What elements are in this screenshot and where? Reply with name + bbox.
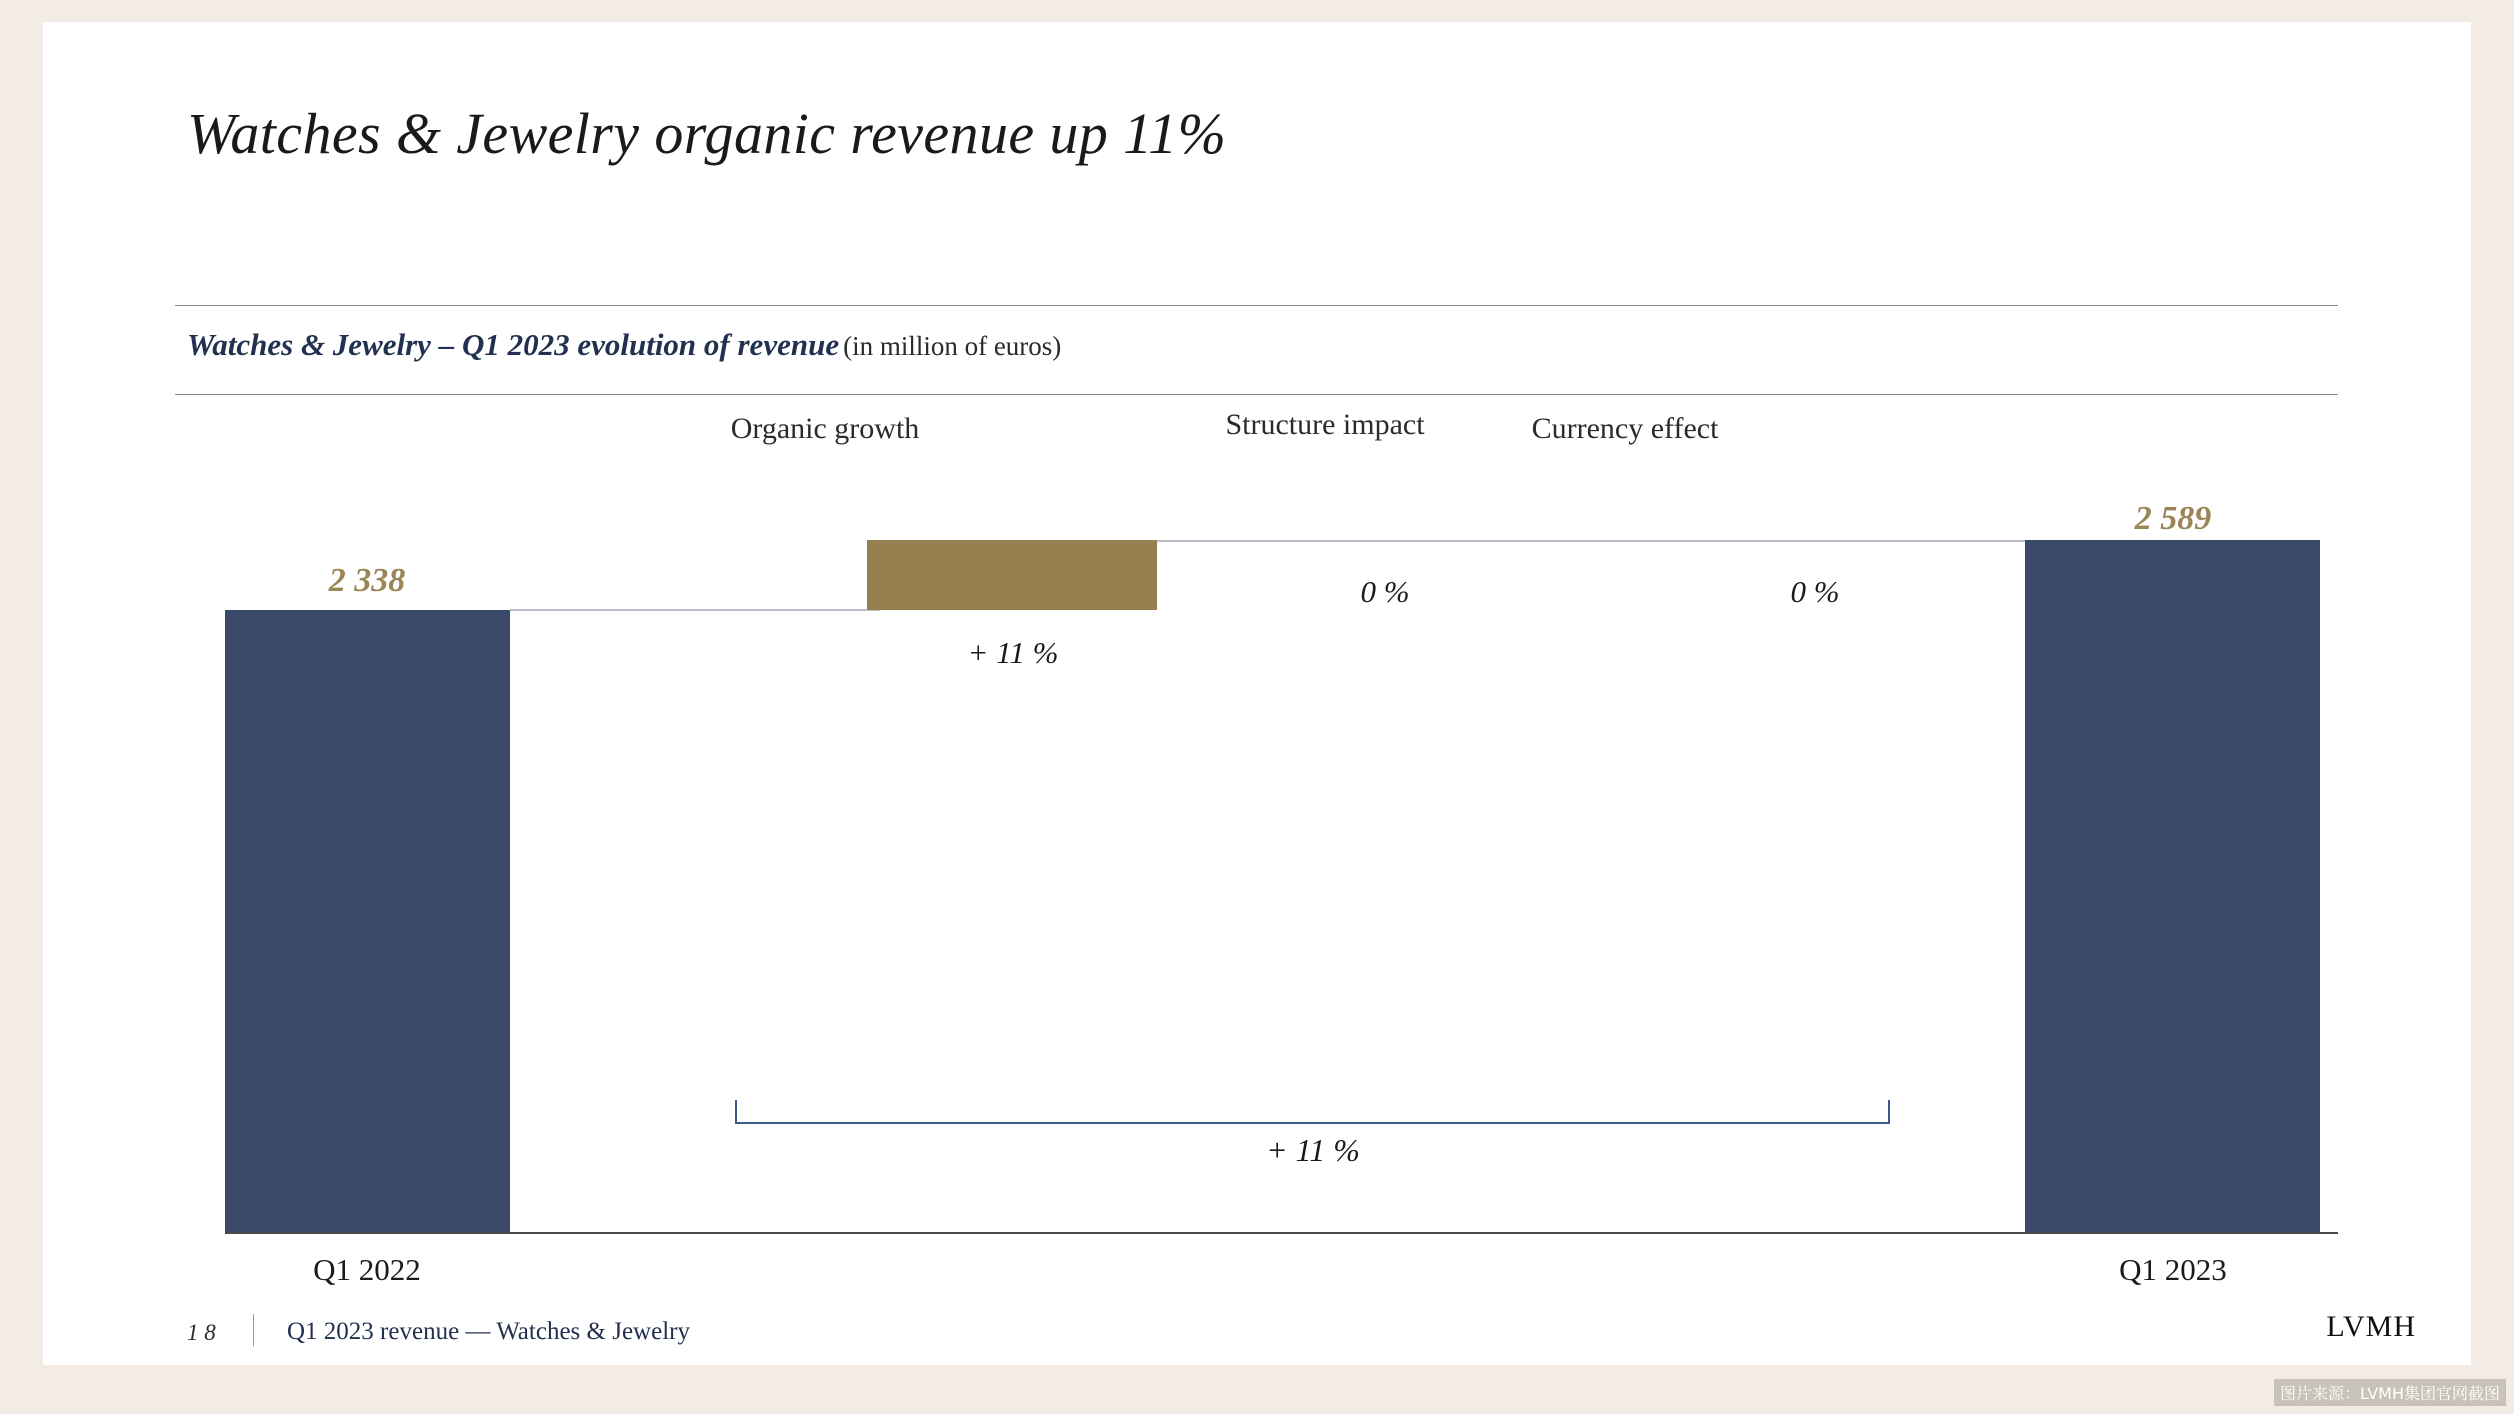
column-header-currency-effect: Currency effect: [1531, 412, 1719, 445]
delta-label-structure-impact: 0 %: [1360, 574, 1410, 609]
axis-label-q1-2023: Q1 2023: [2119, 1252, 2227, 1287]
column-header-structure-impact: Structure impact: [1225, 408, 1425, 441]
divider-bottom: [175, 394, 2338, 395]
bracket-left-tick: [735, 1100, 737, 1124]
total-change-label: + 11 %: [1266, 1132, 1360, 1168]
chart-subtitle-units: (in million of euros): [843, 331, 1062, 361]
chart-baseline: [225, 1232, 2338, 1234]
chart-subtitle-main: Watches & Jewelry – Q1 2023 evolution of revenue: [187, 327, 840, 362]
column-header-organic-growth: Organic growth: [730, 412, 920, 445]
divider-top: [175, 305, 2338, 306]
bar-organic-growth: [867, 540, 1157, 610]
bracket-line: [735, 1122, 1890, 1124]
footer-divider: [253, 1314, 254, 1346]
axis-label-q1-2022: Q1 2022: [313, 1252, 421, 1287]
bracket-right-tick: [1888, 1100, 1890, 1124]
connector-start-to-growth: [510, 609, 880, 611]
footer-caption: Q1 2023 revenue — Watches & Jewelry: [287, 1318, 690, 1345]
lvmh-logo: LVMH: [2326, 1310, 2416, 1343]
chart-subtitle: [187, 327, 1061, 363]
bar-q1-2023: [2025, 540, 2320, 1232]
footer-page-number: 1 8: [187, 1320, 216, 1345]
bar-q1-2022: [225, 610, 510, 1232]
presentation-slide: [43, 22, 2471, 1365]
value-label-q1-2022: 2 338: [328, 562, 406, 599]
delta-label-organic-growth: + 11 %: [967, 635, 1059, 670]
total-change-bracket: [735, 1100, 1890, 1124]
value-label-q1-2023: 2 589: [2134, 500, 2212, 537]
delta-label-currency-effect: 0 %: [1790, 574, 1840, 609]
source-watermark: 图片来源：LVMH集团官网截图: [2274, 1379, 2506, 1406]
page-title: Watches & Jewelry organic revenue up 11%: [187, 101, 1227, 166]
watermark-strip: [0, 1378, 2514, 1414]
